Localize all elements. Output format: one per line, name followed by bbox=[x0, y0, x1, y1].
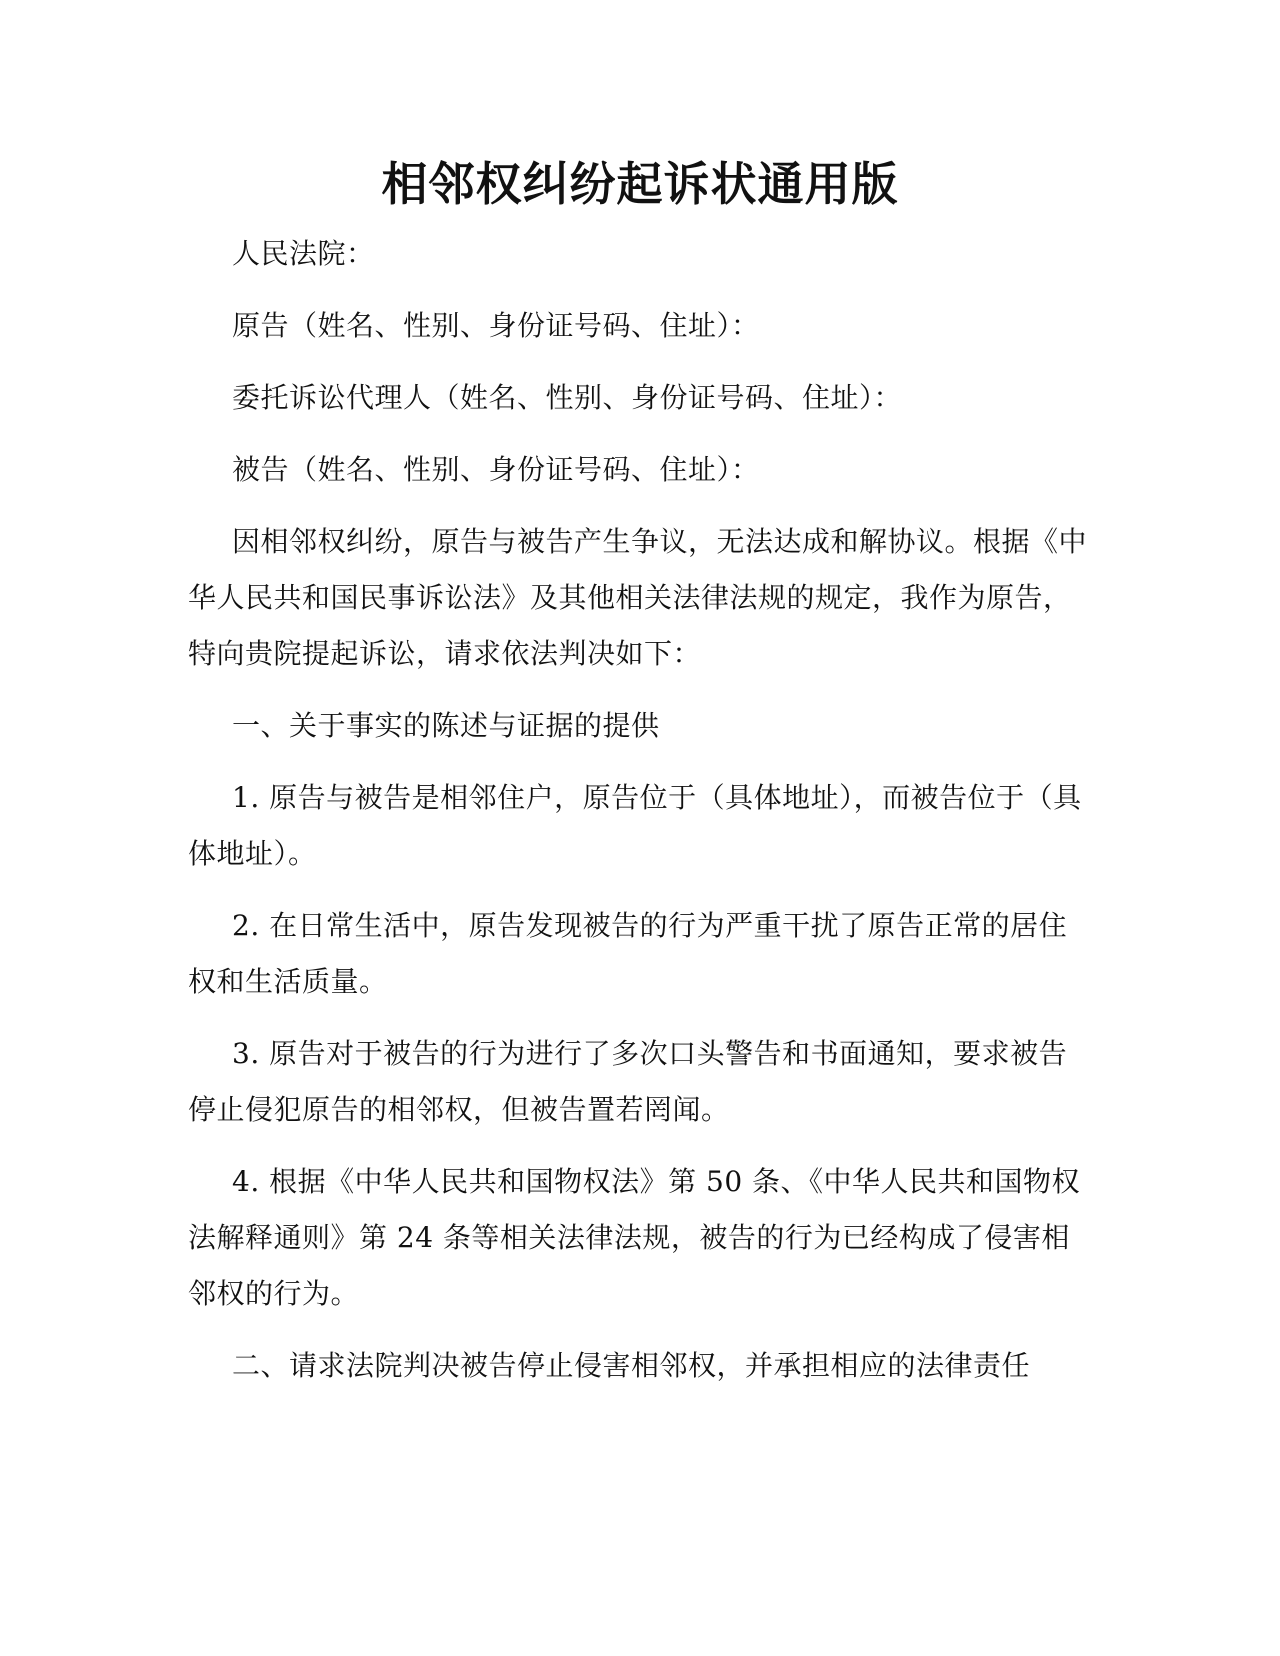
document-title: 相邻权纠纷起诉状通用版 bbox=[381, 157, 899, 211]
agent-line: 委托诉讼代理人（姓名、性别、身份证号码、住址）： bbox=[232, 381, 903, 414]
defendant-line: 被告（姓名、性别、身份证号码、住址）： bbox=[232, 453, 760, 486]
section-heading-request: 二、请求法院判决被告停止侵害相邻权，并承担相应的法律责任 bbox=[232, 1349, 1031, 1382]
fact-item-4: 4. 根据《中华人民共和国物权法》第 50 条、《中华人民共和国物权法解释通则》第 24 条等相关法律法规，被告的行为已经构成了侵害相邻权的行为。 bbox=[188, 1165, 1081, 1310]
plaintiff-line: 原告（姓名、性别、身份证号码、住址）： bbox=[232, 309, 760, 342]
intro-paragraph: 因相邻权纠纷，原告与被告产生争议，无法达成和解协议。根据《中华人民共和国民事诉讼法》及其他相关法律法规的规定，我作为原告，特向贵院提起诉讼，请求依法判决如下： bbox=[188, 525, 1088, 670]
section-heading-facts: 一、关于事实的陈述与证据的提供 bbox=[232, 709, 660, 742]
court-line: 人民法院： bbox=[232, 237, 375, 270]
fact-item-3: 3. 原告对于被告的行为进行了多次口头警告和书面通知，要求被告停止侵犯原告的相邻权，但被告置若罔闻。 bbox=[188, 1037, 1068, 1126]
fact-item-2: 2. 在日常生活中，原告发现被告的行为严重干扰了原告正常的居住权和生活质量。 bbox=[188, 909, 1068, 998]
fact-item-1: 1. 原告与被告是相邻住户，原告位于（具体地址），而被告位于（具体地址）。 bbox=[188, 781, 1082, 870]
